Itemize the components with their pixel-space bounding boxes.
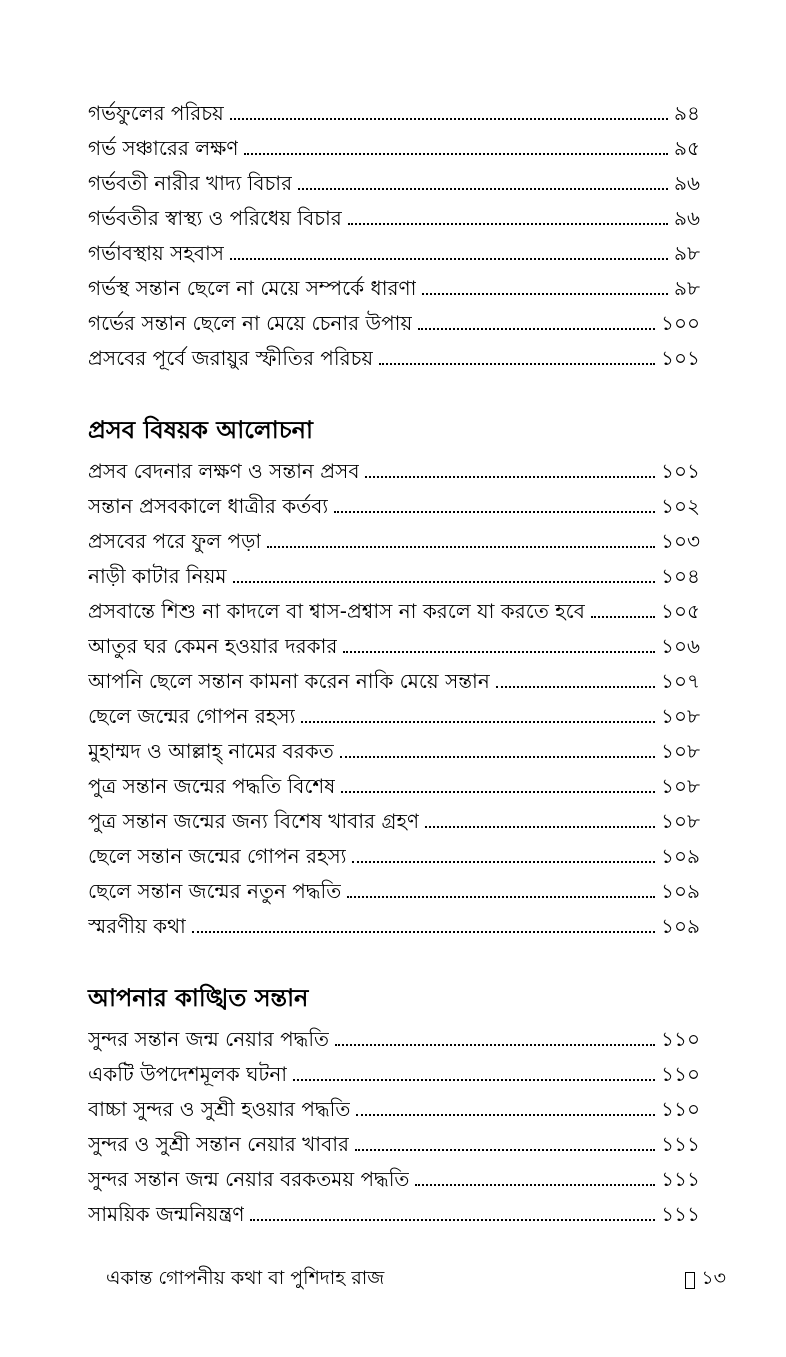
dot-leader (293, 1079, 655, 1081)
dot-leader (496, 686, 655, 688)
toc-entry-title: গর্ভবতীর স্বাস্থ্য ও পরিধেয় বিচার (88, 206, 342, 230)
square-box-icon (685, 1272, 695, 1289)
toc-entry-title: আতুর ঘর কেমন হওয়ার দরকার (88, 634, 338, 658)
toc-entry-page: ১০৩ (661, 529, 700, 553)
toc-entry-title: আপনি ছেলে সন্তান কামনা করেন নাকি মেয়ে সন্তান (88, 669, 490, 693)
toc-entry-page: ১০৬ (661, 634, 700, 658)
toc-entry (88, 92, 700, 127)
toc-entry-page: ১১১ (661, 1167, 700, 1191)
toc-entry-title: ছেলে জন্মের গোপন রহস্য (88, 704, 296, 728)
footer-page-marker (685, 1264, 726, 1296)
toc-entry-title: গর্ভাবস্থায় সহবাস (88, 241, 224, 265)
dot-leader (355, 1149, 655, 1151)
toc-entry-title: গর্ভস্থ সন্তান ছেলে না মেয়ে সম্পর্কে ধারণা (88, 276, 417, 300)
toc-entry-title: গর্ভবতী নারীর খাদ্য বিচার (88, 171, 293, 195)
toc-entry-page: ৯৮ (674, 241, 700, 265)
footer-book-title: একান্ত গোপনীয় কথা বা পুশিদাহ রাজ (106, 1267, 385, 1289)
dot-leader (230, 118, 668, 120)
toc-entry-page: ১০৯ (661, 879, 700, 903)
toc-entry-page: ৯৫ (674, 136, 700, 160)
toc-entry-title: সন্তান প্রসবকালে ধাত্রীর কর্তব্য (88, 494, 329, 518)
toc-entry (88, 870, 700, 905)
dot-leader (347, 896, 655, 898)
dot-leader (301, 721, 655, 723)
toc-entry (88, 267, 700, 302)
dot-leader (348, 223, 668, 225)
toc-entry-page: ১০৯ (661, 914, 700, 938)
toc-entry-title: পুত্র সন্তান জন্মের জন্য বিশেষ খাবার গ্রহণ (88, 809, 420, 833)
toc-entry-title: সাময়িক জন্মনিয়ন্ত্রণ (88, 1202, 245, 1226)
toc-entry (88, 905, 700, 940)
dot-leader (379, 363, 655, 365)
toc-entry-page: ১১১ (661, 1132, 700, 1156)
toc-entry-title: বাচ্চা সুন্দর ও সুশ্রী হওয়ার পদ্ধতি (88, 1097, 351, 1121)
toc-entry (88, 1123, 700, 1158)
toc-entry-title: পুত্র সন্তান জন্মের পদ্ধতি বিশেষ (88, 774, 336, 798)
dot-leader (192, 931, 655, 933)
toc-entry (88, 197, 700, 232)
dot-leader (356, 1114, 655, 1116)
section-heading: আপনার কাঙ্খিত সন্তান (88, 984, 309, 1012)
toc-entry (88, 1088, 700, 1123)
dot-leader (244, 153, 668, 155)
toc-entry-page: ৯৬ (674, 206, 700, 230)
toc-entry-page: ১০৪ (661, 564, 700, 588)
toc-entry (88, 1193, 700, 1228)
table-of-contents (88, 92, 700, 1228)
toc-entry (88, 765, 700, 800)
toc-entry-title: প্রসবের পরে ফুল পড়া (88, 529, 262, 553)
toc-entry (88, 127, 700, 162)
toc-entry (88, 232, 700, 267)
dot-leader (425, 826, 655, 828)
toc-entry-title: ছেলে সন্তান জন্মের নতুন পদ্ধতি (88, 879, 342, 903)
toc-entry-page: ১১০ (661, 1062, 700, 1086)
toc-entry-page: ৯৬ (674, 171, 700, 195)
toc-entry-title: প্রসব বেদনার লক্ষণ ও সন্তান প্রসব (88, 459, 360, 483)
toc-entry-title: নাড়ী কাটার নিয়ম (88, 564, 227, 588)
page-footer (106, 1262, 726, 1298)
dot-leader (298, 188, 668, 190)
toc-entry (88, 800, 700, 835)
toc-entry-title: একটি উপদেশমূলক ঘটনা (88, 1062, 288, 1086)
dot-leader (233, 581, 656, 583)
toc-entry-page: ১১০ (661, 1027, 700, 1051)
toc-entry (88, 520, 700, 555)
dot-leader (352, 861, 655, 863)
toc-entry-title: গর্ভফুলের পরিচয় (88, 101, 224, 125)
toc-entry (88, 450, 700, 485)
dot-leader (335, 1044, 655, 1046)
toc-entry-title: সুন্দর সন্তান জন্ম নেয়ার বরকতময় পদ্ধতি (88, 1167, 410, 1191)
dot-leader (415, 1184, 655, 1186)
toc-entry (88, 1018, 700, 1053)
dot-leader (418, 328, 655, 330)
dot-leader (343, 651, 655, 653)
toc-entry-page: ১১০ (661, 1097, 700, 1121)
toc-entry (88, 730, 700, 765)
toc-entry-page: ১০২ (661, 494, 700, 518)
toc-section (88, 978, 700, 1228)
toc-entry-page: ১০৮ (661, 774, 700, 798)
section-heading: প্রসব বিষয়ক আলোচনা (88, 416, 313, 444)
toc-entry (88, 485, 700, 520)
dot-leader (230, 258, 668, 260)
toc-entry-page: ১০৮ (661, 739, 700, 763)
dot-leader (340, 756, 655, 758)
toc-entry-page: ১০৫ (661, 599, 700, 623)
toc-entry-title: সুন্দর ও সুশ্রী সন্তান নেয়ার খাবার (88, 1132, 350, 1156)
toc-entry (88, 302, 700, 337)
footer-page-number: ১৩ (701, 1267, 726, 1289)
toc-entry-page: ১০৮ (661, 809, 700, 833)
toc-entry-title: ছেলে সন্তান জন্মের গোপন রহস্য (88, 844, 347, 868)
toc-entry-page: ৯৪ (674, 101, 700, 125)
toc-entry-page: ১০০ (661, 311, 700, 335)
toc-entry-title: প্রসবের পূর্বে জরায়ুর স্ফীতির পরিচয় (88, 346, 374, 370)
toc-entry (88, 590, 700, 625)
toc-entry (88, 162, 700, 197)
dot-leader (422, 293, 668, 295)
toc-entry-page: ১০৯ (661, 844, 700, 868)
toc-entry-page: ১১১ (661, 1202, 700, 1226)
toc-entry-title: মুহাম্মদ ও আল্লাহ্ নামের বরকত (88, 739, 334, 763)
toc-entry-page: ১০১ (661, 459, 700, 483)
toc-entry (88, 695, 700, 730)
toc-entry-title: গর্ভ সঞ্চারের লক্ষণ (88, 136, 239, 160)
toc-entry (88, 555, 700, 590)
toc-section (88, 92, 700, 372)
dot-leader (365, 476, 655, 478)
toc-section (88, 410, 700, 940)
toc-entry-page: ১০৭ (661, 669, 700, 693)
toc-entry-page: ১০১ (661, 346, 700, 370)
toc-entry (88, 1158, 700, 1193)
dot-leader (341, 791, 655, 793)
toc-entry (88, 660, 700, 695)
toc-entry-title: স্মরণীয় কথা (88, 914, 186, 938)
toc-entry (88, 337, 700, 372)
toc-entry-title: প্রসবান্তে শিশু না কাদলে বা শ্বাস-প্রশ্বাস না করলে যা করতে হবে (88, 599, 585, 623)
dot-leader (334, 511, 655, 513)
toc-entry-page: ৯৮ (674, 276, 700, 300)
toc-entry (88, 835, 700, 870)
dot-leader (267, 546, 655, 548)
toc-entry-page: ১০৮ (661, 704, 700, 728)
toc-entry (88, 625, 700, 660)
dot-leader (591, 616, 655, 618)
dot-leader (250, 1219, 655, 1221)
toc-entry (88, 1053, 700, 1088)
toc-entry-title: সুন্দর সন্তান জন্ম নেয়ার পদ্ধতি (88, 1027, 330, 1051)
toc-entry-title: গর্ভের সন্তান ছেলে না মেয়ে চেনার উপায় (88, 311, 413, 335)
